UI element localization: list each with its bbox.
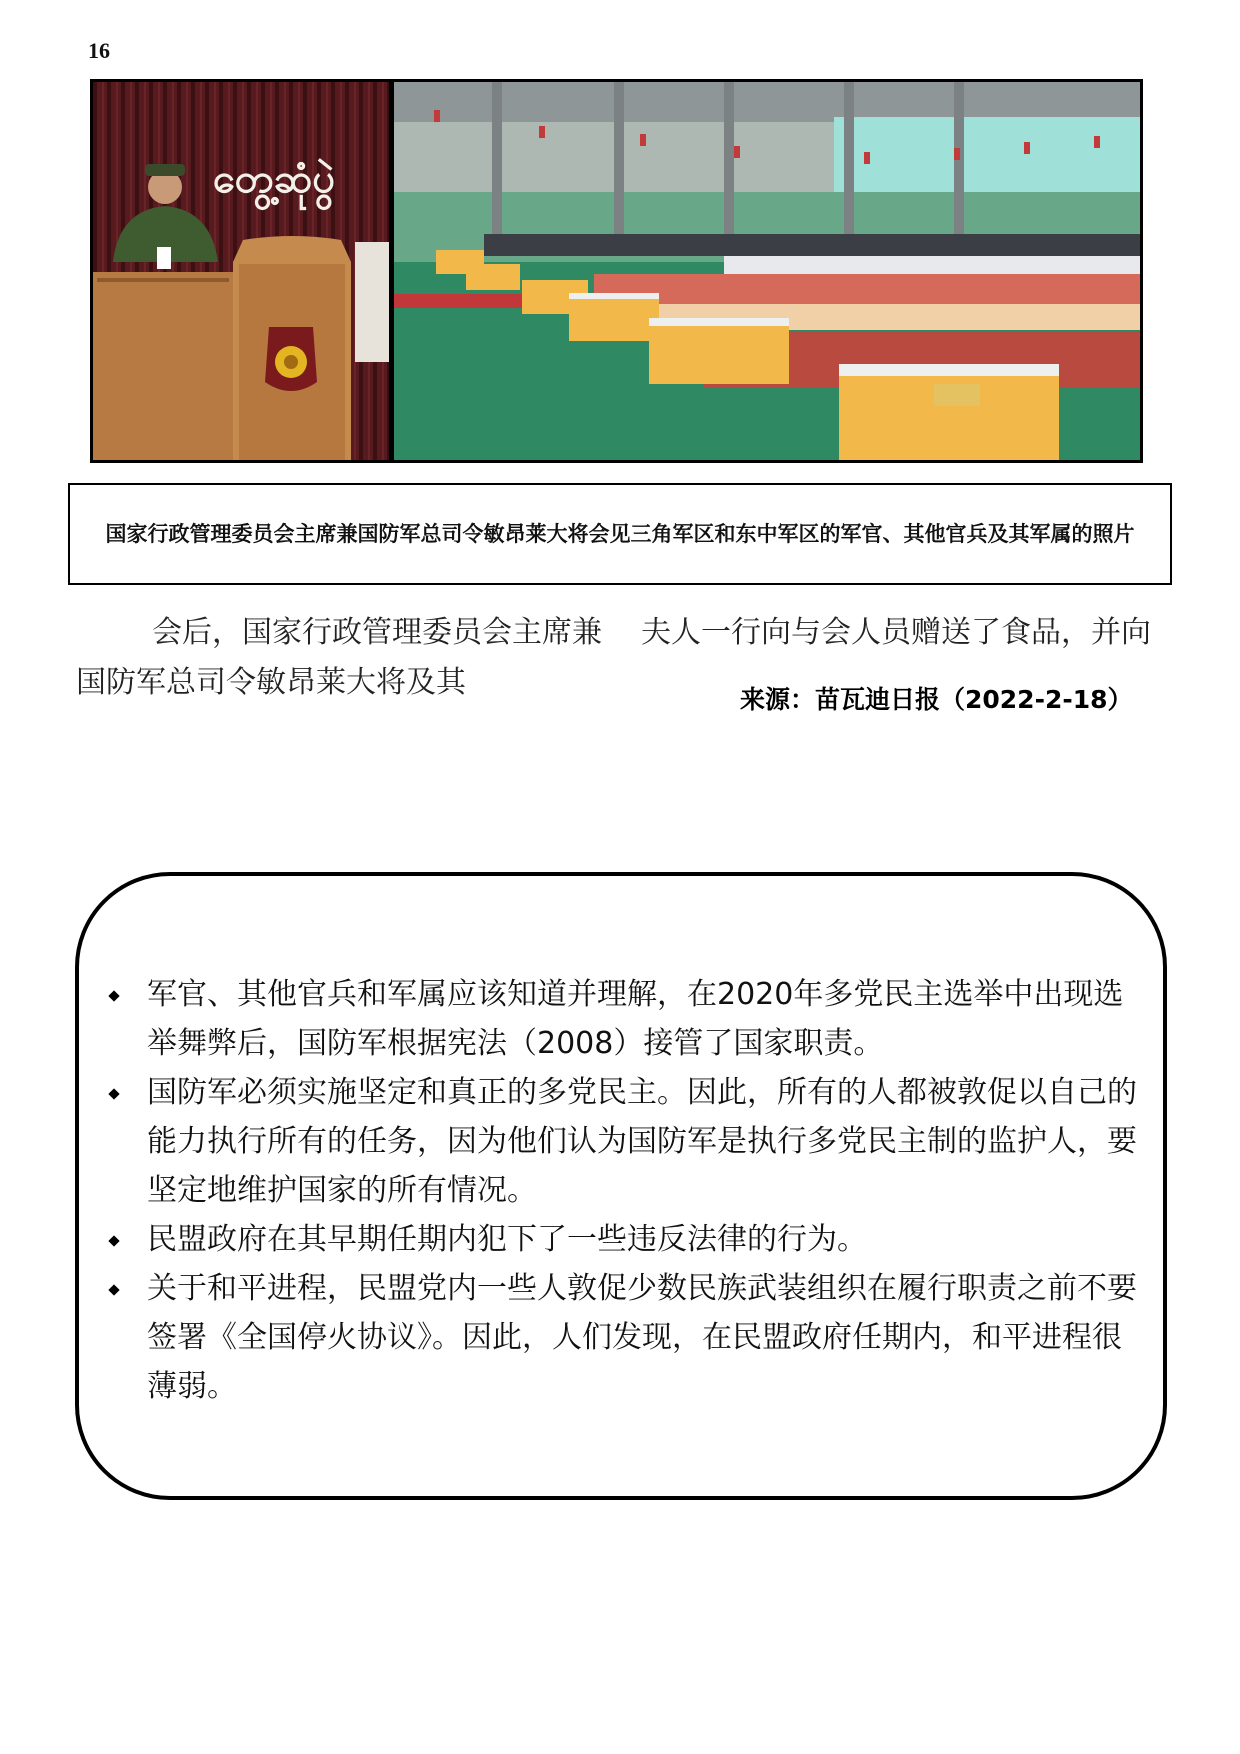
diamond-bullet-icon [108, 990, 119, 1001]
body-text-right: 夫人一行向与会人员赠送了食品，并向 [641, 615, 1151, 650]
bullet-list [100, 970, 1140, 1411]
diamond-bullet-icon [108, 1235, 119, 1246]
list-item [100, 970, 1140, 1068]
source-citation: 来源：苗瓦迪日报（2022-2-18） [740, 685, 1133, 714]
photo-audience-hall [394, 82, 1140, 460]
list-item [100, 1068, 1140, 1215]
diamond-bullet-icon [108, 1284, 119, 1295]
list-item-text: 关于和平进程，民盟党内一些人敦促少数民族武装组织在履行职责之前不要签署《全国停火协议》。因此，人们发现，在民盟政府任期内，和平进程很薄弱。 [147, 1271, 1137, 1404]
body-text-left: 会后，国家行政管理委员会主席兼国防军总司令敏昂莱大将及其 [76, 615, 602, 700]
speaker-illustration [93, 82, 389, 460]
banner-text: တွေ့ဆုံပွဲ [213, 156, 336, 202]
list-item-text: 军官、其他官兵和军属应该知道并理解，在2020年多党民主选举中出现选举舞弊后，国防军根据宪法（2008）接管了国家职责。 [147, 977, 1124, 1061]
photo-speaker-at-podium [93, 82, 389, 460]
diamond-bullet-icon [108, 1088, 119, 1099]
list-item [100, 1215, 1140, 1264]
list-item-text: 民盟政府在其早期任期内犯下了一些违反法律的行为。 [147, 1222, 867, 1257]
photo-caption: 国家行政管理委员会主席兼国防军总司令敏昂莱大将会见三角军区和东中军区的军官、其他官兵及其军属的照片 [68, 483, 1172, 585]
hall-illustration [394, 82, 1140, 460]
list-item [100, 1264, 1140, 1411]
page-number: 16 [88, 38, 110, 63]
photo-frame [90, 79, 1143, 463]
list-item-text: 国防军必须实施坚定和真正的多党民主。因此，所有的人都被敦促以自己的能力执行所有的任务，因为他们认为国防军是执行多党民主制的监护人，要坚定地维护国家的所有情况。 [147, 1075, 1137, 1208]
